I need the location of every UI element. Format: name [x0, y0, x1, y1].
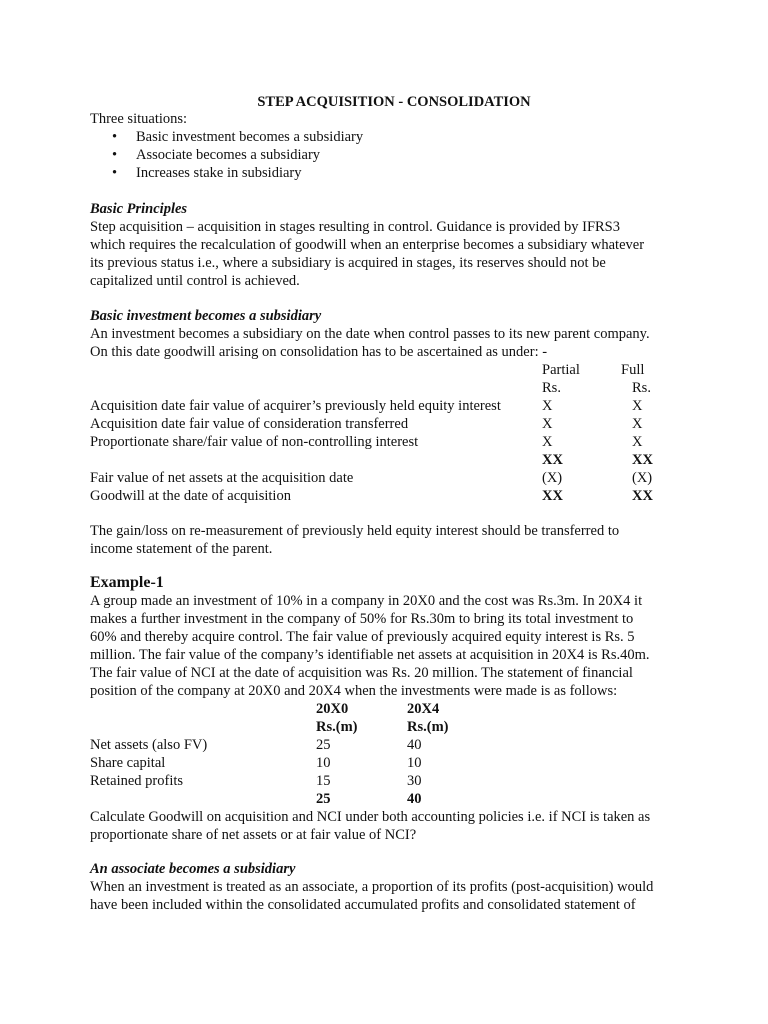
section-heading: Basic investment becomes a subsidiary [90, 308, 322, 324]
page-title: STEP ACQUISITION - CONSOLIDATION [257, 94, 531, 110]
goodwill-table [90, 361, 690, 505]
table-row: Retained profits 15 30 [90, 773, 422, 789]
table-row: Share capital 10 10 [90, 755, 422, 771]
table-row-total: XX XX [542, 452, 653, 468]
associate-section [90, 860, 653, 914]
table-header-row [90, 361, 690, 379]
paragraph-line: 60% and thereby acquire control. The fair value of previously acquired equity interest is Rs. 5 [90, 629, 635, 645]
table-header-row [90, 718, 690, 736]
basic-investment-section [90, 307, 690, 505]
section-heading: An associate becomes a subsidiary [90, 861, 296, 877]
paragraph-line: On this date goodwill arising on consolidation has to be ascertained as under: - [90, 344, 548, 360]
column-unit: Rs. [632, 380, 651, 396]
paragraph-line: capitalized until control is achieved. [90, 273, 300, 289]
list-item: • Increases stake in subsidiary [112, 165, 302, 181]
paragraph-line: its previous status i.e., where a subsidiary is acquired in stages, its reserves should not be [90, 255, 606, 271]
paragraph-line: position of the company at 20X0 and 20X4 when the investments were made is as follows: [90, 683, 618, 699]
intro-section [90, 110, 363, 182]
table-row-total: 25 40 [316, 791, 422, 807]
column-header: Partial [542, 362, 580, 378]
table-row: Net assets (also FV) 25 40 [90, 737, 422, 753]
intro-text: Three situations: [90, 111, 188, 127]
column-header: 20X4 [407, 701, 440, 717]
paragraph-line: The gain/loss on re-measurement of previously held equity interest should be transferred to [90, 523, 620, 539]
paragraph-line: A group made an investment of 10% in a company in 20X0 and the cost was Rs.3m. In 20X4 it [90, 593, 643, 609]
situations-list [90, 128, 363, 182]
bullet-icon: • [112, 129, 118, 145]
column-header: 20X0 [316, 701, 349, 717]
list-item: • Associate becomes a subsidiary [112, 147, 321, 163]
table-row: Proportionate share/fair value of non-controlling interest X X [90, 434, 643, 450]
column-unit: Rs.(m) [407, 719, 449, 735]
remeasurement-note [90, 522, 619, 558]
column-unit: Rs. [542, 380, 561, 396]
table-header-row [90, 700, 690, 718]
paragraph-line: The fair value of NCI at the date of acquisition was Rs. 20 million. The statement of financial [90, 665, 633, 681]
table-row: Acquisition date fair value of consideration transferred X X [90, 416, 643, 432]
table-row: Acquisition date fair value of acquirer’s previously held equity interest X X [90, 398, 643, 414]
paragraph-line: makes a further investment in the company of 50% for Rs.30m to bring its total investment to [90, 611, 634, 627]
paragraph-line: income statement of the parent. [90, 541, 273, 557]
paragraph-line: have been included within the consolidated accumulated profits and consolidated statement of [90, 897, 636, 913]
table-row: Fair value of net assets at the acquisition date (X) (X) [90, 470, 653, 486]
financial-position-table [90, 700, 690, 808]
paragraph-line: When an investment is treated as an associate, a proportion of its profits (post-acquisition) would [90, 879, 654, 895]
table-header-row [90, 379, 690, 397]
paragraph-line: Calculate Goodwill on acquisition and NCI under both accounting policies i.e. if NCI is taken as [90, 809, 651, 825]
table-row: Goodwill at the date of acquisition XX XX [90, 488, 653, 504]
paragraph-line: which requires the recalculation of goodwill when an enterprise becomes a subsidiary whatever [90, 237, 645, 253]
bullet-icon: • [112, 147, 118, 163]
example-1-section [90, 574, 690, 844]
paragraph-line: Step acquisition – acquisition in stages resulting in control. Guidance is provided by IFRS3 [90, 219, 620, 235]
paragraph-line: An investment becomes a subsidiary on the date when control passes to its new parent company. [90, 326, 650, 342]
column-header: Full [621, 362, 645, 378]
paragraph-line: proportionate share of net assets or at fair value of NCI? [90, 827, 417, 843]
column-unit: Rs.(m) [316, 719, 358, 735]
section-heading: Basic Principles [90, 201, 188, 217]
basic-principles-section [90, 200, 644, 290]
list-item: • Basic investment becomes a subsidiary [112, 129, 364, 145]
bullet-icon: • [112, 165, 118, 181]
example-heading: Example-1 [90, 574, 164, 591]
paragraph-line: million. The fair value of the company’s identifiable net assets at acquisition in 20X4 is Rs.40m. [90, 647, 650, 663]
